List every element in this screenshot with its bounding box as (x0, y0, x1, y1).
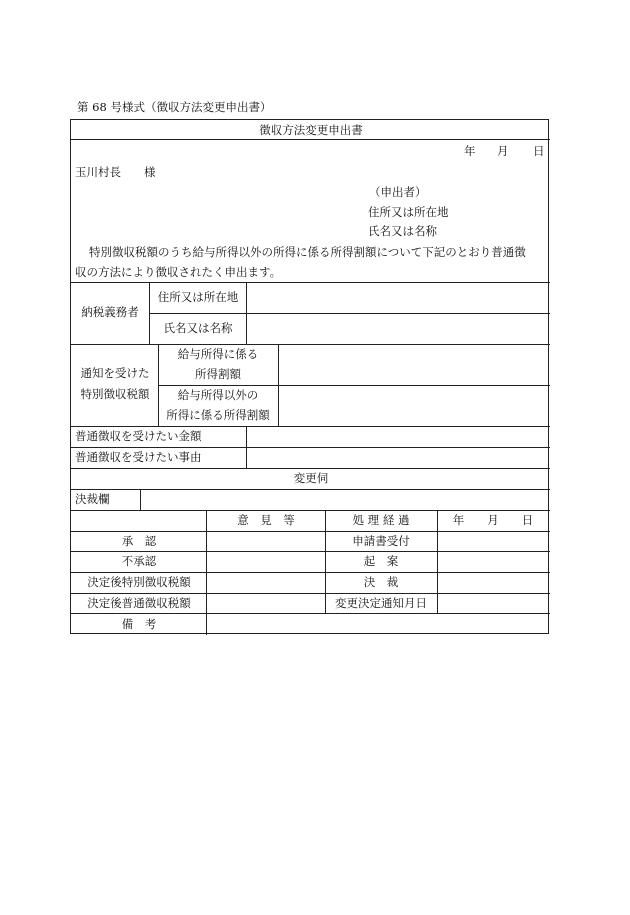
applicant-heading: （申出者） (369, 185, 427, 199)
requested-reason-label: 普通徴収を受けたい事由 (75, 450, 202, 464)
salary-income-label-line1: 給与所得に係る (177, 347, 259, 361)
form-number: 第 68 号様式（徴収方法変更申出書） (77, 100, 272, 114)
notified-tax-label-line2: 特別徴収税額 (80, 387, 150, 401)
notified-tax-label-line1: 通知を受けた (80, 366, 150, 380)
body-text-line2: 収の方法により徴収されたく申出ます。 (75, 265, 282, 279)
remarks-field[interactable] (207, 614, 549, 634)
process-receipt-label: 申請書受付 (352, 534, 410, 548)
applicant-name-label: 氏名又は名称 (368, 224, 437, 238)
date-day-label: 日 (533, 144, 545, 158)
rule (71, 551, 550, 552)
inquiry-heading: 変更伺 (293, 471, 329, 485)
row-approved-label: 承 認 (121, 534, 157, 548)
process-draft-label: 起 案 (363, 554, 399, 568)
process-notice-date-label: 変更決定通知月日 (335, 596, 427, 610)
rule (437, 510, 438, 614)
taxpayer-name-label: 氏名又は名称 (163, 321, 233, 335)
opinion-header: 意 見 等 (237, 513, 295, 527)
requested-amount-label: 普通徴収を受けたい金額 (75, 429, 202, 443)
salary-income-tax-field[interactable] (279, 345, 549, 385)
taxpayer-name-field[interactable] (247, 314, 549, 344)
remarks-label: 備 考 (121, 617, 157, 631)
other-income-label-line2: 所得に係る所得割額 (166, 408, 270, 422)
application-form (70, 119, 549, 634)
applicant-address-label: 住所又は所在地 (368, 205, 449, 219)
requested-amount-field[interactable] (247, 427, 549, 447)
rule (71, 593, 550, 594)
rule (71, 510, 550, 511)
salary-income-label-line2: 所得割額 (195, 367, 241, 381)
approval-field-label: 決裁欄 (75, 492, 110, 506)
row-rejected-label: 不承認 (121, 554, 157, 568)
other-income-label-line1: 給与所得以外の (177, 388, 259, 402)
taxpayer-address-label: 住所又は所在地 (157, 290, 239, 304)
approval-field[interactable] (141, 490, 549, 510)
body-text-line1: 特別徴収税額のうち給与所得以外の所得に係る所得割額について下記のとおり普通徴 (89, 245, 526, 259)
rule (71, 139, 550, 140)
addressee: 玉川村長 様 (75, 165, 156, 179)
rule (149, 282, 150, 344)
taxpayer-label: 納税義務者 (81, 305, 139, 319)
rule (325, 510, 326, 614)
process-header: 処 理 経 過 (352, 513, 410, 527)
document-title: 徴収方法変更申出書 (259, 123, 363, 137)
rule (71, 531, 550, 532)
rule (71, 572, 550, 573)
requested-reason-field[interactable] (247, 448, 549, 468)
rule (71, 468, 550, 469)
other-income-tax-field[interactable] (279, 386, 549, 426)
date-header: 年 月 日 (452, 513, 534, 527)
date-year-label: 年 (464, 144, 476, 158)
row-normal-tax-label: 決定後普通徴収税額 (87, 596, 191, 610)
process-decision-label: 決 裁 (363, 575, 399, 589)
date-month-label: 月 (497, 144, 509, 158)
rule (158, 344, 159, 426)
row-special-tax-label: 決定後特別徴収税額 (87, 575, 191, 589)
taxpayer-address-field[interactable] (247, 283, 549, 313)
